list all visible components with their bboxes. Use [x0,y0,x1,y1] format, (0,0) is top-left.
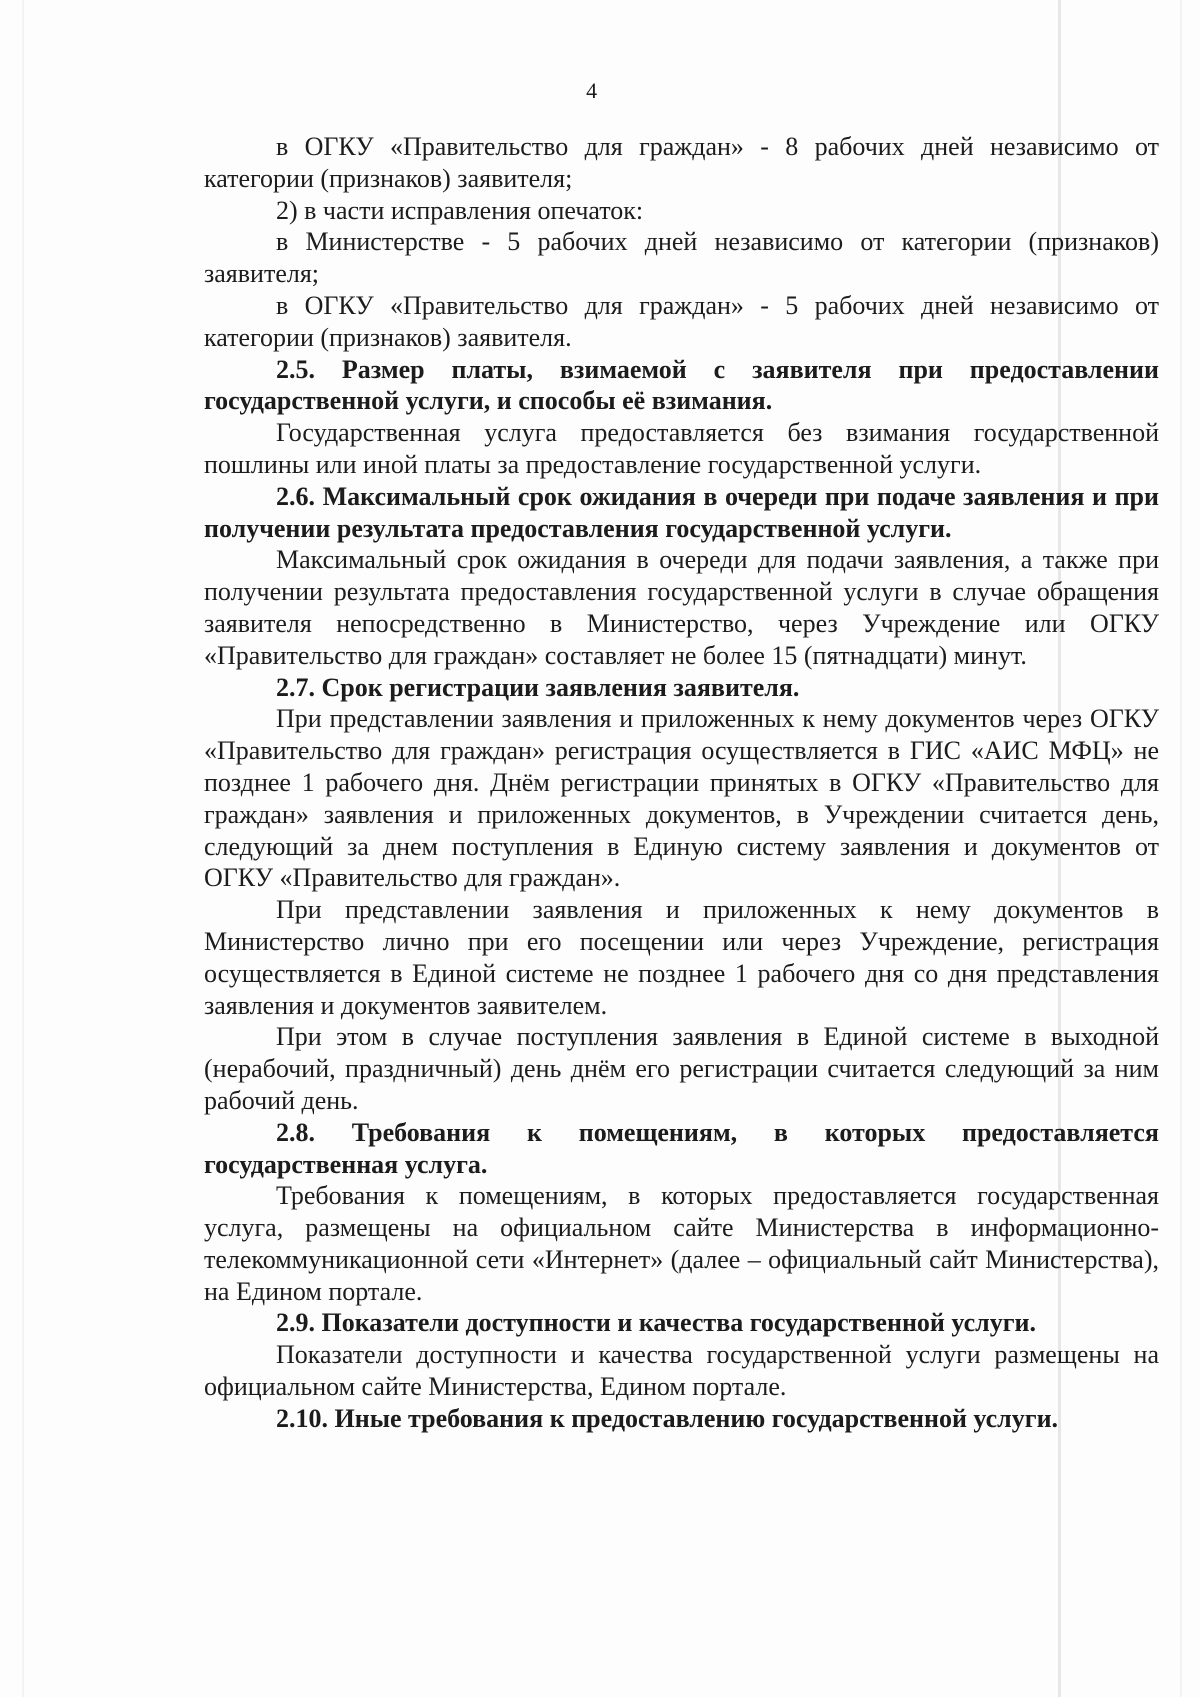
paragraph: Требования к помещениям, в которых предоставляется государственная услуга, размещены на официальном сайте Министерства в информационно-телекоммуникационной сети «Интернет» (далее – официальный сайт Министерства), на Едином портале. [204,1181,1159,1306]
paragraph: При представлении заявления и приложенных к нему документов в Министерство лично при его посещении или через Учреждение, регистрация осуществляется в Единой системе не позднее 1 рабочего дня со дня представления заявления и документов заявителем. [204,895,1159,1020]
section-heading: 2.8. Требования к помещениям, в которых предоставляется государственная услуга. [204,1117,1159,1179]
section-heading: 2.5. Размер платы, взимаемой с заявителя при предоставлении государственной услуги, и способы её взимания. [204,354,1159,416]
section-heading: 2.6. Максимальный срок ожидания в очереди при подаче заявления и при получении результата предоставления государственной услуги. [204,481,1159,543]
paragraph: Государственная услуга предоставляется без взимания государственной пошлины или иной платы за предоставление государственной услуги. [204,418,1159,479]
paragraph: При этом в случае поступления заявления в Единой системе в выходной (нерабочий, праздничный) день днём его регистрации считается следующий за ним рабочий день. [204,1022,1159,1115]
section-heading: 2.7. Срок регистрации заявления заявителя. [276,672,800,702]
paragraph: Максимальный срок ожидания в очереди для подачи заявления, а также при получении результата предоставления государственной услуги в случае обращения заявителя непосредственно в Министерство, через Учреждение или ОГКУ «Правительство для граждан» составляет не более 15 (пятнадцати) минут. [204,545,1159,670]
scan-artifact-line [1180,0,1182,1697]
scan-artifact-line [22,0,24,1697]
paragraph: в ОГКУ «Правительство для граждан» - 5 рабочих дней независимо от категории (признаков) заявителя. [204,290,1159,352]
paragraph: в ОГКУ «Правительство для граждан» - 8 рабочих дней независимо от категории (признаков) заявителя; [204,132,1159,193]
paragraph: Показатели доступности и качества государственной услуги размещены на официальном сайте Министерства, Едином портале. [204,1340,1159,1402]
paragraph: При представлении заявления и приложенных к нему документов через ОГКУ «Правительство для граждан» регистрация осуществляется в ГИС «АИС МФЦ» не позднее 1 рабочего дня. Днём регистрации принятых в ОГКУ «Правительство для граждан» заявления и приложенных документов, в Учреждении считается день, следующий за днем поступления в Единую систему заявления и документов от ОГКУ «Правительство для граждан». [204,704,1159,893]
paragraph: в Министерстве - 5 рабочих дней независимо от категории (признаков) заявителя; [204,227,1159,289]
document-body [204,131,1159,1435]
section-heading: 2.9. Показатели доступности и качества государственной услуги. [276,1308,1037,1338]
section-heading: 2.10. Иные требования к предоставлению государственной услуги. [276,1403,1059,1433]
paragraph: 2) в части исправления опечаток: [276,195,644,225]
page-number: 4 [586,78,598,103]
